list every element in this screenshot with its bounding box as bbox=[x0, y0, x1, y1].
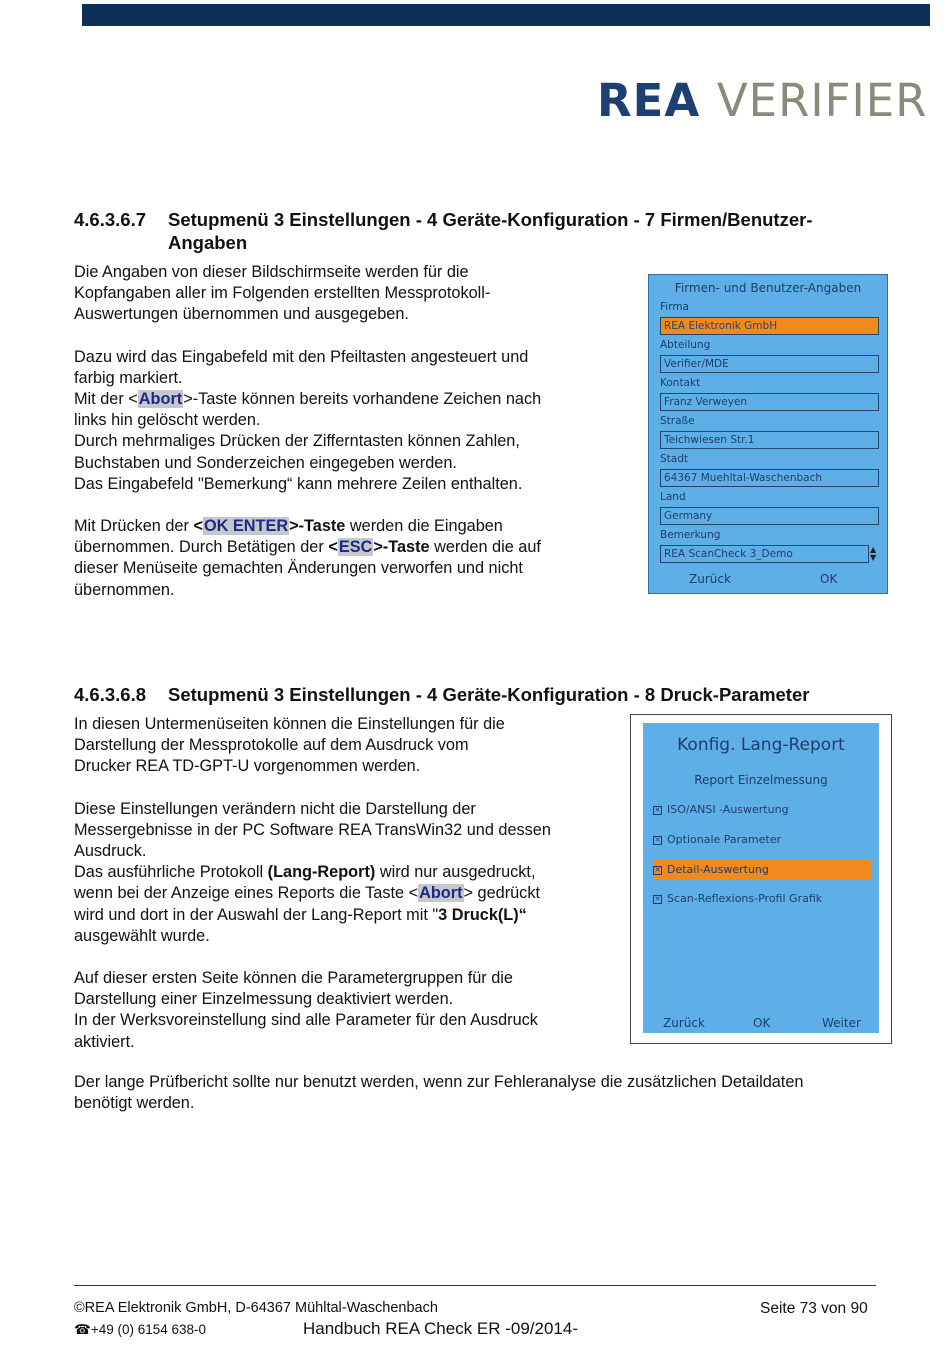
footer-page-number: Seite 73 von 90 bbox=[760, 1300, 868, 1317]
input-stadt[interactable]: 64367 Muehltal-Waschenbach bbox=[660, 469, 879, 487]
text-line: Drucker REA TD-GPT-U vorgenommen werden. bbox=[74, 757, 421, 776]
field-label-firma: Firma bbox=[660, 301, 689, 313]
section-title: Setupmenü 3 Einstellungen - 4 Geräte-Konfiguration - 7 Firmen/Benutzer- bbox=[168, 209, 813, 230]
text-line: Durch mehrmaliges Drücken der Zifferntasten können Zahlen, bbox=[74, 432, 520, 451]
back-button[interactable]: Zurück bbox=[663, 1016, 705, 1030]
screen-title: Firmen- und Benutzer-Angaben bbox=[674, 281, 862, 295]
option-detail[interactable]: ✕ Detail-Auswertung bbox=[653, 860, 871, 880]
text-line: benötigt werden. bbox=[74, 1094, 195, 1113]
key-ok-enter: OK ENTER bbox=[203, 517, 289, 536]
text-line: In diesen Untermenüseiten können die Einstellungen für die bbox=[74, 715, 505, 733]
section-heading-2 bbox=[74, 683, 809, 706]
field-label-strasse: Straße bbox=[660, 415, 695, 427]
text-line: übernommen. Durch Betätigen der <ESC>-Taste werden die auf bbox=[74, 538, 541, 557]
section-number: 4.6.3.6.7 bbox=[74, 209, 147, 230]
screen-title: Konfig. Lang-Report bbox=[677, 735, 845, 755]
input-abteilung[interactable]: Verifier/MDE bbox=[660, 355, 879, 373]
section1-text bbox=[74, 262, 634, 601]
key-abort: Abort bbox=[419, 884, 463, 903]
ok-button[interactable]: OK bbox=[820, 572, 838, 586]
text-line: Messergebnisse in der PC Software REA TransWin32 und dessen bbox=[74, 820, 551, 839]
text-line: wenn bei der Anzeige eines Reports die Taste <Abort> gedrückt bbox=[74, 884, 540, 903]
text-line: Das Eingabefeld "Bemerkung“ kann mehrere Zeilen enthalten. bbox=[74, 474, 523, 493]
text-line: In der Werksvoreinstellung sind alle Parameter für den Ausdruck bbox=[74, 1011, 538, 1030]
footer-copyright: ©REA Elektronik GmbH, D-64367 Mühltal-Waschenbach bbox=[74, 1300, 438, 1316]
text-line: Auswertungen übernommen und ausgegeben. bbox=[74, 305, 409, 324]
checkbox-icon[interactable]: ✕ bbox=[654, 836, 661, 844]
device-screen-company-user bbox=[648, 274, 888, 594]
text-line: dieser Menüseite gemachten Änderungen verworfen und nicht bbox=[74, 559, 523, 578]
text-line: Das ausführliche Protokoll (Lang-Report) wird nur ausgedruckt, bbox=[74, 863, 536, 882]
field-label-abteilung: Abteilung bbox=[660, 339, 711, 351]
text-line: Der lange Prüfbericht sollte nur benutzt werden, wenn zur Fehleranalyse die zusätzlichen Detaildaten bbox=[74, 1073, 804, 1091]
section-heading-1 bbox=[74, 208, 812, 254]
key-abort: Abort bbox=[138, 390, 183, 409]
text-line: Dazu wird das Eingabefeld mit den Pfeiltasten angesteuert und bbox=[74, 347, 529, 366]
option-scan-profile[interactable]: ✕ Scan-Reflexions-Profil Grafik bbox=[654, 892, 823, 905]
section-title-cont: Angaben bbox=[168, 232, 248, 253]
text-line: links hin gelöscht werden. bbox=[74, 411, 261, 430]
logo: REA VERIFIER bbox=[597, 74, 928, 127]
footer-handbook: Handbuch REA Check ER -09/2014- bbox=[303, 1319, 578, 1338]
ok-button[interactable]: OK bbox=[753, 1016, 771, 1030]
footer-phone: ☎+49 (0) 6154 638-0 bbox=[74, 1322, 207, 1337]
section-number: 4.6.3.6.8 bbox=[74, 684, 147, 705]
text-line: Auf dieser ersten Seite können die Parametergruppen für die bbox=[74, 969, 513, 988]
option-iso-ansi[interactable]: ✕ ISO/ANSI -Auswertung bbox=[654, 803, 789, 816]
field-label-stadt: Stadt bbox=[660, 453, 688, 465]
text-line: farbig markiert. bbox=[74, 368, 183, 387]
text-line: Buchstaben und Sonderzeichen eingegeben werden. bbox=[74, 453, 457, 472]
section2-text bbox=[74, 714, 629, 1053]
checkbox-icon[interactable]: ✕ bbox=[654, 866, 661, 874]
text-line: Mit Drücken der <OK ENTER>-Taste werden die Eingaben bbox=[74, 517, 503, 536]
field-label-kontakt: Kontakt bbox=[660, 377, 701, 389]
back-button[interactable]: Zurück bbox=[689, 572, 731, 586]
input-kontakt[interactable]: Franz Verweyen bbox=[660, 393, 879, 411]
input-firma[interactable]: REA Elektronik GmbH bbox=[660, 317, 879, 335]
screen-subtitle: Report Einzelmessung bbox=[694, 773, 828, 787]
section2-closing bbox=[74, 1072, 904, 1114]
text-line: ausgewählt wurde. bbox=[74, 926, 210, 945]
text-line: übernommen. bbox=[74, 580, 175, 599]
next-button[interactable]: Weiter bbox=[822, 1016, 861, 1030]
header-bar bbox=[82, 4, 930, 26]
text-line: wird und dort in der Auswahl der Lang-Report mit "3 Druck(L)“ bbox=[74, 905, 527, 924]
text-line: Mit der <Abort>-Taste können bereits vorhandene Zeichen nach bbox=[74, 390, 542, 409]
option-optional-params[interactable]: ✕ Optionale Parameter bbox=[654, 833, 782, 846]
input-land[interactable]: Germany bbox=[660, 507, 879, 525]
key-esc: ESC bbox=[338, 538, 373, 557]
checkbox-icon[interactable]: ✕ bbox=[654, 806, 661, 814]
checkbox-icon[interactable]: ✕ bbox=[654, 895, 661, 903]
footer-divider bbox=[74, 1285, 876, 1286]
input-strasse[interactable]: Teichwiesen Str.1 bbox=[660, 431, 879, 449]
field-label-bemerkung: Bemerkung bbox=[660, 529, 721, 541]
section-title: Setupmenü 3 Einstellungen - 4 Geräte-Konfiguration - 8 Druck-Parameter bbox=[168, 684, 810, 705]
input-bemerkung[interactable]: REA ScanCheck 3_Demo ▲ ▼ bbox=[660, 545, 869, 563]
text-line: aktiviert. bbox=[74, 1032, 135, 1051]
text-line: Diese Einstellungen verändern nicht die Darstellung der bbox=[74, 799, 476, 818]
field-label-land: Land bbox=[660, 491, 686, 503]
text-line: Darstellung einer Einzelmessung deaktiviert werden. bbox=[74, 990, 454, 1009]
text-line: Ausdruck. bbox=[74, 842, 147, 861]
text-line: Darstellung der Messprotokolle auf dem Ausdruck vom bbox=[74, 736, 469, 755]
text-line: Die Angaben von dieser Bildschirmseite werden für die bbox=[74, 263, 469, 281]
scroll-arrows-icon[interactable]: ▲ ▼ bbox=[870, 545, 877, 562]
text-line: Kopfangaben aller im Folgenden erstellten Messprotokoll- bbox=[74, 284, 491, 303]
device-screen-lang-report bbox=[643, 723, 879, 1033]
